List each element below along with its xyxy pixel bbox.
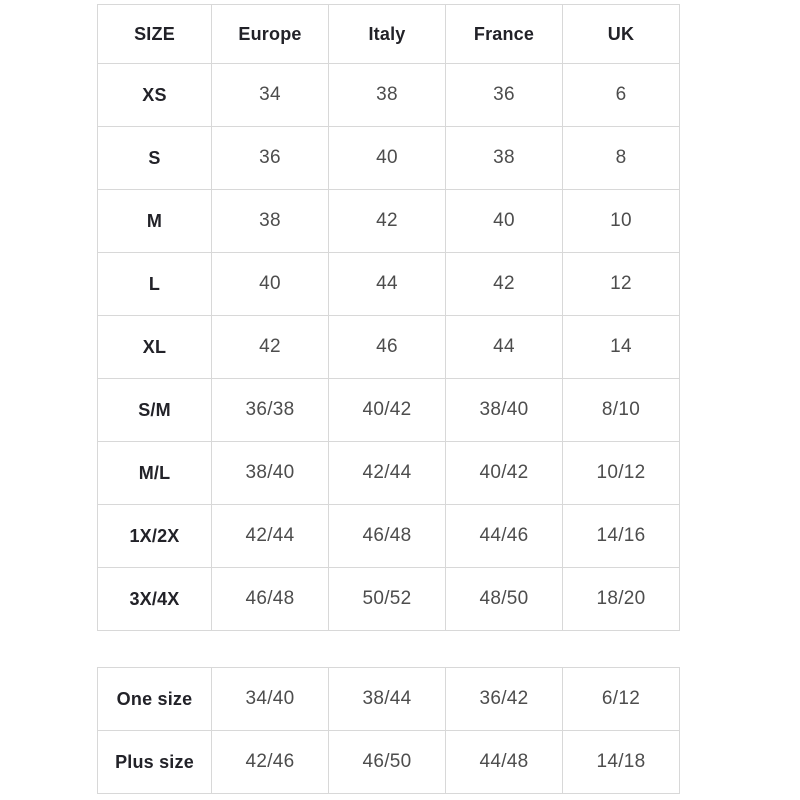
value-cell: 46/48 <box>329 505 446 568</box>
value-cell: 14 <box>563 316 680 379</box>
value-cell: 8/10 <box>563 379 680 442</box>
row-label-cell: XL <box>98 316 212 379</box>
table-row <box>98 127 680 190</box>
table-row <box>98 442 680 505</box>
value-cell: 44 <box>329 253 446 316</box>
size-table-body <box>98 64 680 631</box>
value-cell: 44/48 <box>446 731 563 794</box>
table-row <box>98 505 680 568</box>
table-row <box>98 316 680 379</box>
row-label-cell: L <box>98 253 212 316</box>
value-cell: 42/44 <box>329 442 446 505</box>
value-cell: 36 <box>446 64 563 127</box>
value-cell: 36/42 <box>446 668 563 731</box>
value-cell: 38 <box>446 127 563 190</box>
special-table-body <box>98 668 680 794</box>
value-cell: 44/46 <box>446 505 563 568</box>
value-cell: 46/50 <box>329 731 446 794</box>
table-row <box>98 568 680 631</box>
table-row <box>98 190 680 253</box>
size-conversion-tables <box>97 4 679 794</box>
table-row <box>98 379 680 442</box>
value-cell: 34 <box>212 64 329 127</box>
value-cell: 6 <box>563 64 680 127</box>
table-row <box>98 731 680 794</box>
table-row <box>98 668 680 731</box>
row-label-cell: 3X/4X <box>98 568 212 631</box>
value-cell: 46/48 <box>212 568 329 631</box>
row-label-cell: One size <box>98 668 212 731</box>
size-table-header <box>98 5 680 64</box>
value-cell: 42 <box>446 253 563 316</box>
row-label-cell: M <box>98 190 212 253</box>
value-cell: 14/18 <box>563 731 680 794</box>
value-cell: 42/46 <box>212 731 329 794</box>
value-cell: 10/12 <box>563 442 680 505</box>
row-label-cell: S/M <box>98 379 212 442</box>
value-cell: 36 <box>212 127 329 190</box>
value-cell: 40 <box>446 190 563 253</box>
value-cell: 48/50 <box>446 568 563 631</box>
value-cell: 40/42 <box>329 379 446 442</box>
value-cell: 50/52 <box>329 568 446 631</box>
row-label-cell: XS <box>98 64 212 127</box>
header-row <box>98 5 680 64</box>
value-cell: 18/20 <box>563 568 680 631</box>
value-cell: 42/44 <box>212 505 329 568</box>
value-cell: 38/40 <box>446 379 563 442</box>
value-cell: 36/38 <box>212 379 329 442</box>
value-cell: 38/40 <box>212 442 329 505</box>
value-cell: 44 <box>446 316 563 379</box>
value-cell: 14/16 <box>563 505 680 568</box>
value-cell: 42 <box>212 316 329 379</box>
table-row <box>98 64 680 127</box>
value-cell: 40/42 <box>446 442 563 505</box>
value-cell: 38 <box>329 64 446 127</box>
row-label-cell: Plus size <box>98 731 212 794</box>
header-cell-france: France <box>446 5 563 64</box>
value-cell: 6/12 <box>563 668 680 731</box>
row-label-cell: 1X/2X <box>98 505 212 568</box>
row-label-cell: S <box>98 127 212 190</box>
row-label-cell: M/L <box>98 442 212 505</box>
value-cell: 38 <box>212 190 329 253</box>
value-cell: 8 <box>563 127 680 190</box>
header-cell-europe: Europe <box>212 5 329 64</box>
header-cell-uk: UK <box>563 5 680 64</box>
header-cell-italy: Italy <box>329 5 446 64</box>
value-cell: 34/40 <box>212 668 329 731</box>
table-row <box>98 253 680 316</box>
value-cell: 12 <box>563 253 680 316</box>
value-cell: 38/44 <box>329 668 446 731</box>
value-cell: 10 <box>563 190 680 253</box>
value-cell: 40 <box>212 253 329 316</box>
value-cell: 46 <box>329 316 446 379</box>
size-conversion-table <box>97 4 680 631</box>
special-sizes-table <box>97 667 680 794</box>
header-cell-size: SIZE <box>98 5 212 64</box>
value-cell: 40 <box>329 127 446 190</box>
value-cell: 42 <box>329 190 446 253</box>
